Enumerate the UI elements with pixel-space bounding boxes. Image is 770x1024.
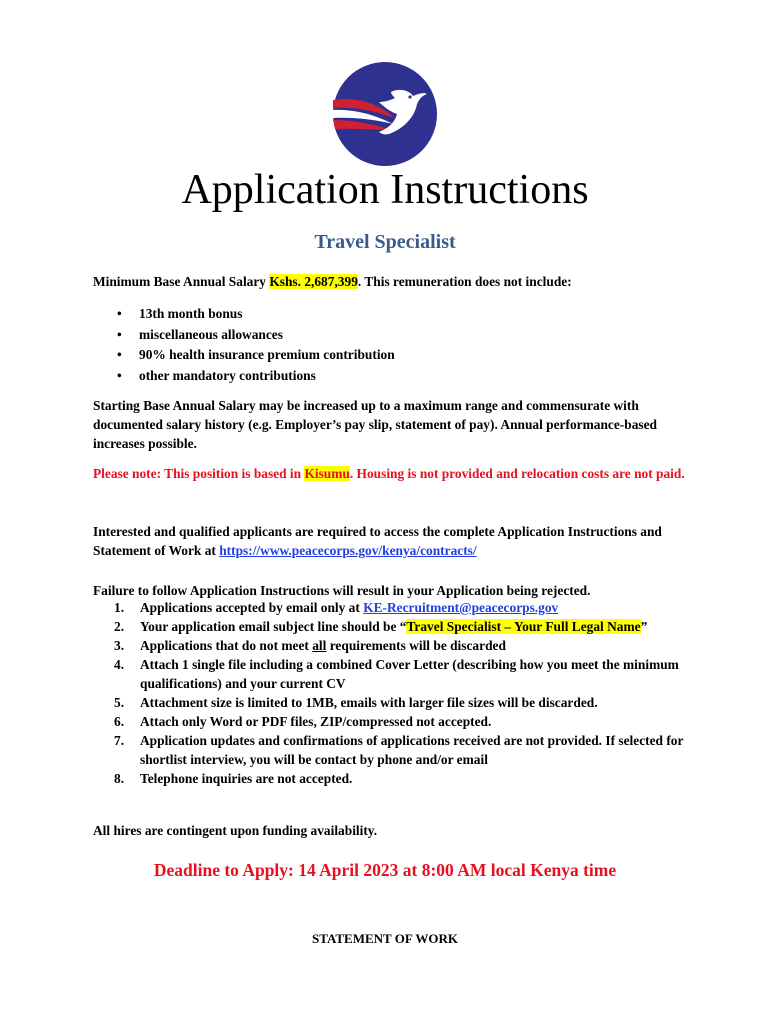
peace-corps-dove-logo	[333, 62, 437, 166]
bullet-icon: •	[117, 326, 122, 342]
recruitment-email-link[interactable]: KE-Recruitment@peacecorps.gov	[363, 600, 559, 615]
access-text: Interested and qualified applicants are required to access the complete Application Instructions and Statement of Work at	[93, 524, 662, 558]
subject-line-highlight: Travel Specialist – Your Full Legal Name	[406, 619, 641, 634]
failure-warning: Failure to follow Application Instructions will result in your Application being rejected.	[93, 583, 591, 598]
access-paragraph	[93, 522, 693, 560]
note-suffix: . Housing is not provided and relocation costs are not paid.	[349, 466, 685, 481]
salary-prefix: Minimum Base Annual Salary	[93, 274, 270, 289]
starting-salary-paragraph: Starting Base Annual Salary may be increased up to a maximum range and commensurate with documented salary history (e.g. Employer’s pay slip, statement of pay). Annual performance-based increases possible.	[93, 398, 657, 451]
salary-line	[93, 272, 693, 291]
list-item: • 90% health insurance premium contribution	[117, 347, 395, 363]
instructions-list	[93, 598, 693, 788]
list-item: 7. Application updates and confirmations of applications received are not provided. If selected for shortlist interview, you will be contact by phone and/or email	[114, 733, 684, 767]
exclusions-list	[93, 304, 693, 386]
page-title: Application Instructions	[181, 167, 589, 213]
statement-of-work-heading: STATEMENT OF WORK	[312, 931, 458, 946]
list-item: 4. Attach 1 single file including a combined Cover Letter (describing how you meet the minimum qualifications) and your current CV	[114, 657, 679, 691]
list-item: 6. Attach only Word or PDF files, ZIP/compressed not accepted.	[114, 714, 492, 729]
funding-note: All hires are contingent upon funding availability.	[93, 823, 378, 838]
salary-amount: Kshs. 2,687,399	[269, 274, 358, 289]
location-note	[93, 464, 693, 483]
location-highlight: Kisumu	[304, 466, 350, 481]
list-item: • miscellaneous allowances	[117, 326, 283, 342]
bullet-icon: •	[117, 306, 122, 321]
bullet-icon: •	[117, 347, 122, 363]
list-item: • other mandatory contributions	[117, 367, 316, 383]
list-item: 8. Telephone inquiries are not accepted.	[114, 771, 353, 786]
note-prefix: Please note: This position is based in	[93, 466, 305, 481]
deadline-notice: Deadline to Apply: 14 April 2023 at 8:00 AM local Kenya time	[153, 860, 617, 880]
list-item: 1. Applications accepted by email only at KE-Recruitment@peacecorps.gov	[114, 600, 559, 615]
list-item: 5. Attachment size is limited to 1MB, emails with larger file sizes will be discarded.	[114, 695, 598, 710]
list-item: • 13th month bonus	[117, 306, 243, 321]
job-title: Travel Specialist	[314, 231, 456, 253]
salary-suffix: . This remuneration does not include:	[357, 274, 572, 289]
list-item: 3. Applications that do not meet all requirements will be discarded	[114, 638, 506, 653]
bullet-icon: •	[117, 367, 122, 383]
list-item: 2. Your application email subject line should be “Travel Specialist – Your Full Legal Name”	[114, 619, 648, 634]
contracts-link[interactable]: https://www.peacecorps.gov/kenya/contracts/	[219, 543, 477, 558]
